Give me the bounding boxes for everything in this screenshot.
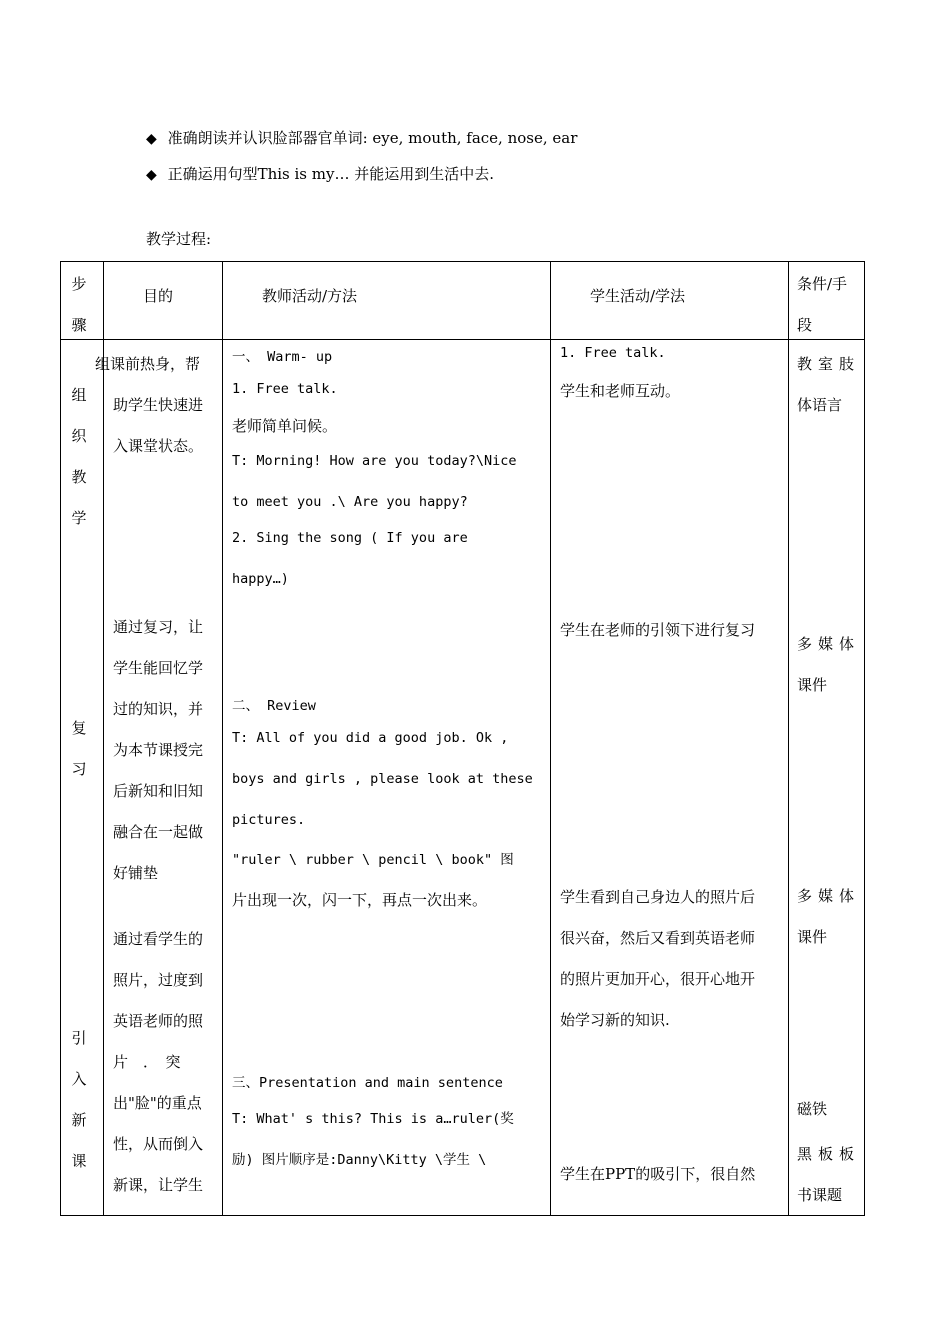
- diamond-bullet-icon: ◆: [146, 131, 157, 147]
- teacher-sing-line1: 2. Sing the song ( If you are: [232, 530, 468, 546]
- table-border-bottom: [60, 1215, 865, 1216]
- header-student: 学生活动/学法: [590, 287, 686, 305]
- teacher-sing-line2: happy…): [232, 571, 289, 587]
- teacher-pres-line1: T: What' s this? This is a…ruler(奖: [232, 1111, 514, 1127]
- conditions-media-2: 多媒体 课件: [797, 887, 861, 946]
- teacher-review-title: 二、 Review: [232, 698, 316, 714]
- objective-text: 准确朗读并认识脸部器官单词: eye, mouth, face, nose, ear: [167, 129, 578, 147]
- conditions-body: 教室肢 体语言: [797, 344, 857, 426]
- teacher-pres-title: 三、Presentation and main sentence: [232, 1075, 503, 1091]
- teacher-review-line5: 片出现一次，闪一下，再点一次出来。: [232, 891, 488, 909]
- table-border-left: [60, 261, 61, 1216]
- header-step: 步 骤: [71, 275, 87, 334]
- student-photos: 学生看到自己身边人的照片后 很兴奋，然后又看到英语老师 的照片更加开心，很开心地开 始学习新的知识.: [560, 888, 756, 1029]
- teacher-pres-line2: 励) 图片顺序是:Danny\Kitty \学生 \: [232, 1152, 487, 1168]
- objective-2: [146, 163, 494, 184]
- objective-1: [146, 127, 577, 148]
- purpose-warmup: 组课前热身，帮 助学生快速进 入课堂状态。: [95, 355, 204, 455]
- student-interact: 学生和老师互动。: [560, 382, 681, 400]
- teacher-review-line1: T: All of you did a good job. Ok ,: [232, 730, 509, 746]
- teacher-greet: 老师简单问候。: [232, 417, 338, 435]
- table-border-right: [864, 261, 865, 1216]
- teacher-t-line2: to meet you .\ Are you happy?: [232, 494, 468, 510]
- objective-text: 正确运用句型This is my… 并能运用到生活中去.: [167, 165, 494, 183]
- purpose-review: 通过复习，让 学生能回忆学 过的知识，并 为本节课授完 后新知和旧知 融合在一起做 好铺垫: [113, 618, 204, 882]
- step-organize: 组 织 教 学: [71, 386, 87, 527]
- conditions-board: 黑板板 书课题: [797, 1145, 861, 1204]
- student-ppt: 学生在PPT的吸引下，很自然: [560, 1165, 756, 1183]
- step-review: 复 习: [71, 719, 87, 778]
- teacher-warmup-title: 一、 Warm- up: [232, 349, 333, 365]
- teacher-review-line2: boys and girls , please look at these: [232, 771, 533, 787]
- conditions-body-line: 教室肢: [797, 355, 861, 373]
- table-col-divider: [788, 261, 789, 1216]
- process-heading: 教学过程:: [146, 230, 212, 248]
- student-review: 学生在老师的引领下进行复习: [560, 621, 756, 639]
- table-border-top: [60, 261, 865, 262]
- header-teacher: 教师活动/方法: [262, 287, 358, 305]
- teacher-t-line1: T: Morning! How are you today?\Nice: [232, 453, 517, 469]
- table-col-divider: [222, 261, 223, 1216]
- teacher-free-talk: 1. Free talk.: [232, 381, 338, 397]
- header-conditions: 条件/手 段: [797, 275, 848, 334]
- purpose-intro: 通过看学生的 照片，过度到 英语老师的照 片 ． 突 出"脸"的重点 性，从而倒入 新课，让学生: [113, 930, 204, 1194]
- step-intro: 引 入 新 课: [71, 1029, 87, 1170]
- table-header-divider: [60, 339, 865, 340]
- teacher-review-line3: pictures.: [232, 812, 306, 828]
- diamond-bullet-icon: ◆: [146, 167, 157, 183]
- teacher-review-line4: "ruler \ rubber \ pencil \ book" 图: [232, 852, 514, 868]
- conditions-magnet: 磁铁: [797, 1100, 828, 1118]
- header-purpose: 目的: [143, 287, 174, 305]
- conditions-media-1: 多媒体 课件: [797, 635, 861, 694]
- student-free-talk: 1. Free talk.: [560, 345, 666, 361]
- table-col-divider: [550, 261, 551, 1216]
